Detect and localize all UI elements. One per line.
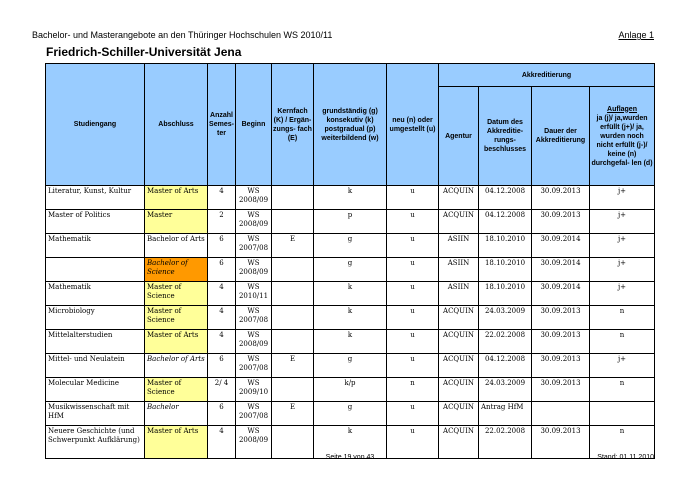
cell-art: g [314, 258, 387, 282]
page-number: Seite 19 von 43 [325, 454, 375, 461]
cell-kernfach: E [272, 402, 314, 426]
cell-neu: u [387, 330, 439, 354]
cell-studiengang: Molecular Medicine [46, 378, 145, 402]
cell-semester: 4 [208, 306, 236, 330]
cell-abschluss: Master of Arts [145, 426, 208, 459]
cell-dauer: 30.09.2014 [532, 282, 590, 306]
cell-auflagen: n [590, 330, 655, 354]
cell-datum: 04.12.2008 [479, 186, 532, 210]
cell-abschluss: Master of Science [145, 282, 208, 306]
col-semester: Anzahl Semes- ter [208, 64, 236, 186]
cell-abschluss: Bachelor of Arts [145, 234, 208, 258]
cell-kernfach [272, 282, 314, 306]
cell-beginn: WS 2007/08 [236, 306, 272, 330]
cell-abschluss: Master of Arts [145, 186, 208, 210]
cell-semester: 4 [208, 186, 236, 210]
cell-abschluss: Master of Science [145, 306, 208, 330]
col-dauer: Dauer der Akkreditierung [532, 87, 590, 186]
cell-dauer: 30.09.2013 [532, 306, 590, 330]
cell-art: g [314, 354, 387, 378]
cell-datum: 22.02.2008 [479, 426, 532, 459]
cell-art: p [314, 210, 387, 234]
cell-auflagen: j+ [590, 258, 655, 282]
cell-studiengang: Mittelalterstudien [46, 330, 145, 354]
cell-beginn: WS 2009/10 [236, 378, 272, 402]
table-row [46, 378, 655, 402]
table-row [46, 186, 655, 210]
cell-semester: 6 [208, 402, 236, 426]
cell-semester: 4 [208, 426, 236, 459]
cell-kernfach [272, 378, 314, 402]
cell-dauer [532, 402, 590, 426]
cell-dauer: 30.09.2013 [532, 426, 590, 459]
table-row [46, 282, 655, 306]
cell-beginn: WS 2008/09 [236, 258, 272, 282]
cell-kernfach [272, 186, 314, 210]
cell-agentur: ACQUIN [439, 402, 479, 426]
document-title: Bachelor- und Masterangebote an den Thüringer Hochschulen WS 2010/11 [32, 30, 333, 40]
cell-dauer: 30.09.2013 [532, 354, 590, 378]
cell-dauer: 30.09.2014 [532, 258, 590, 282]
cell-beginn: WS 2010/11 [236, 282, 272, 306]
col-datum: Datum des Akkreditie- rungs- beschlusses [479, 87, 532, 186]
cell-art: g [314, 234, 387, 258]
cell-studiengang: Neuere Geschichte (und Schwerpunkt Aufklärung) [46, 426, 145, 459]
cell-semester: 4 [208, 282, 236, 306]
col-abschluss: Abschluss [145, 64, 208, 186]
col-akkreditierung: Akkreditierung [439, 64, 655, 87]
cell-abschluss: Master of Arts [145, 330, 208, 354]
cell-kernfach: E [272, 234, 314, 258]
cell-abschluss: Master [145, 210, 208, 234]
cell-agentur: ACQUIN [439, 306, 479, 330]
cell-dauer: 30.09.2013 [532, 330, 590, 354]
cell-datum: 04.12.2008 [479, 354, 532, 378]
cell-datum: 18.10.2010 [479, 234, 532, 258]
cell-studiengang: Mittel- und Neulatein [46, 354, 145, 378]
cell-studiengang: Master of Politics [46, 210, 145, 234]
cell-art: k [314, 306, 387, 330]
col-grundstaendig: grundständig (g) konsekutiv (k) postgradual (p) weiterbildend (w) [314, 64, 387, 186]
cell-kernfach [272, 306, 314, 330]
status-date: Stand: 01.11.2010 [597, 454, 654, 461]
cell-art: g [314, 402, 387, 426]
cell-dauer: 30.09.2014 [532, 234, 590, 258]
cell-abschluss: Bachelor of Science [145, 258, 208, 282]
table-row [46, 306, 655, 330]
auflagen-legend: ja (j)/ ja,wurden erfüllt (j+)/ ja, wurden noch nicht erfüllt (j-)/ keine (n) durchgefal- len (d) [591, 114, 653, 167]
table-row [46, 210, 655, 234]
cell-agentur: ACQUIN [439, 210, 479, 234]
cell-art: k [314, 426, 387, 459]
cell-agentur: ASIIN [439, 258, 479, 282]
cell-neu: u [387, 234, 439, 258]
cell-auflagen: n [590, 378, 655, 402]
cell-art: k [314, 186, 387, 210]
cell-studiengang: Mathematik [46, 234, 145, 258]
col-agentur: Agentur [439, 87, 479, 186]
cell-dauer: 30.09.2013 [532, 210, 590, 234]
table-row [46, 402, 655, 426]
cell-kernfach [272, 210, 314, 234]
cell-art: k [314, 330, 387, 354]
cell-auflagen: j+ [590, 354, 655, 378]
auflagen-title: Auflagen [607, 105, 637, 113]
annex-label: Anlage 1 [618, 30, 654, 40]
col-beginn: Beginn [236, 64, 272, 186]
cell-datum: 04.12.2008 [479, 210, 532, 234]
cell-agentur: ACQUIN [439, 378, 479, 402]
cell-datum: 22.02.2008 [479, 330, 532, 354]
cell-abschluss: Bachelor [145, 402, 208, 426]
cell-semester: 4 [208, 330, 236, 354]
cell-beginn: WS 2007/08 [236, 234, 272, 258]
cell-semester: 2/ 4 [208, 378, 236, 402]
cell-beginn: WS 2008/09 [236, 210, 272, 234]
programs-table [45, 63, 655, 459]
cell-auflagen: j+ [590, 234, 655, 258]
cell-datum: 24.03.2009 [479, 306, 532, 330]
cell-auflagen: j+ [590, 210, 655, 234]
cell-agentur: ASIIN [439, 234, 479, 258]
cell-studiengang: Literatur, Kunst, Kultur [46, 186, 145, 210]
table-row [46, 330, 655, 354]
cell-datum: Antrag HfM [479, 402, 532, 426]
cell-neu: n [387, 378, 439, 402]
cell-neu: u [387, 282, 439, 306]
cell-kernfach: E [272, 354, 314, 378]
cell-neu: u [387, 306, 439, 330]
cell-studiengang: Microbiology [46, 306, 145, 330]
cell-semester: 2 [208, 210, 236, 234]
cell-neu: u [387, 210, 439, 234]
cell-art: k/p [314, 378, 387, 402]
cell-neu: u [387, 354, 439, 378]
cell-semester: 6 [208, 354, 236, 378]
cell-studiengang: Mathematik [46, 282, 145, 306]
cell-kernfach [272, 258, 314, 282]
cell-datum: 18.10.2010 [479, 258, 532, 282]
cell-beginn: WS 2007/08 [236, 354, 272, 378]
cell-agentur: ACQUIN [439, 426, 479, 459]
cell-neu: u [387, 402, 439, 426]
cell-agentur: ACQUIN [439, 354, 479, 378]
cell-neu: u [387, 186, 439, 210]
cell-datum: 24.03.2009 [479, 378, 532, 402]
cell-agentur: ACQUIN [439, 330, 479, 354]
cell-beginn: WS 2008/09 [236, 330, 272, 354]
table-row [46, 234, 655, 258]
cell-auflagen: j+ [590, 282, 655, 306]
cell-kernfach [272, 330, 314, 354]
table-row [46, 258, 655, 282]
col-kernfach: Kernfach (K) / Ergän- zungs- fach (E) [272, 64, 314, 186]
cell-dauer: 30.09.2013 [532, 378, 590, 402]
cell-abschluss: Master of Science [145, 378, 208, 402]
cell-dauer: 30.09.2013 [532, 186, 590, 210]
cell-auflagen: j+ [590, 186, 655, 210]
cell-beginn: WS 2007/08 [236, 402, 272, 426]
cell-agentur: ACQUIN [439, 186, 479, 210]
col-neu: neu (n) oder umgestellt (u) [387, 64, 439, 186]
cell-abschluss: Bachelor of Arts [145, 354, 208, 378]
cell-agentur: ASIIN [439, 282, 479, 306]
table-row [46, 354, 655, 378]
cell-beginn: WS 2008/09 [236, 186, 272, 210]
cell-auflagen: n [590, 306, 655, 330]
cell-auflagen: n [590, 426, 655, 459]
cell-studiengang [46, 258, 145, 282]
cell-auflagen [590, 402, 655, 426]
cell-semester: 6 [208, 234, 236, 258]
cell-semester: 6 [208, 258, 236, 282]
cell-neu: u [387, 258, 439, 282]
col-auflagen [590, 87, 655, 186]
cell-datum: 18.10.2010 [479, 282, 532, 306]
university-title: Friedrich-Schiller-Universität Jena [46, 45, 242, 59]
cell-neu: u [387, 426, 439, 459]
cell-studiengang: Musikwissenschaft mit HfM [46, 402, 145, 426]
col-studiengang: Studiengang [46, 64, 145, 186]
cell-art: k [314, 282, 387, 306]
cell-beginn: WS 2008/09 [236, 426, 272, 459]
